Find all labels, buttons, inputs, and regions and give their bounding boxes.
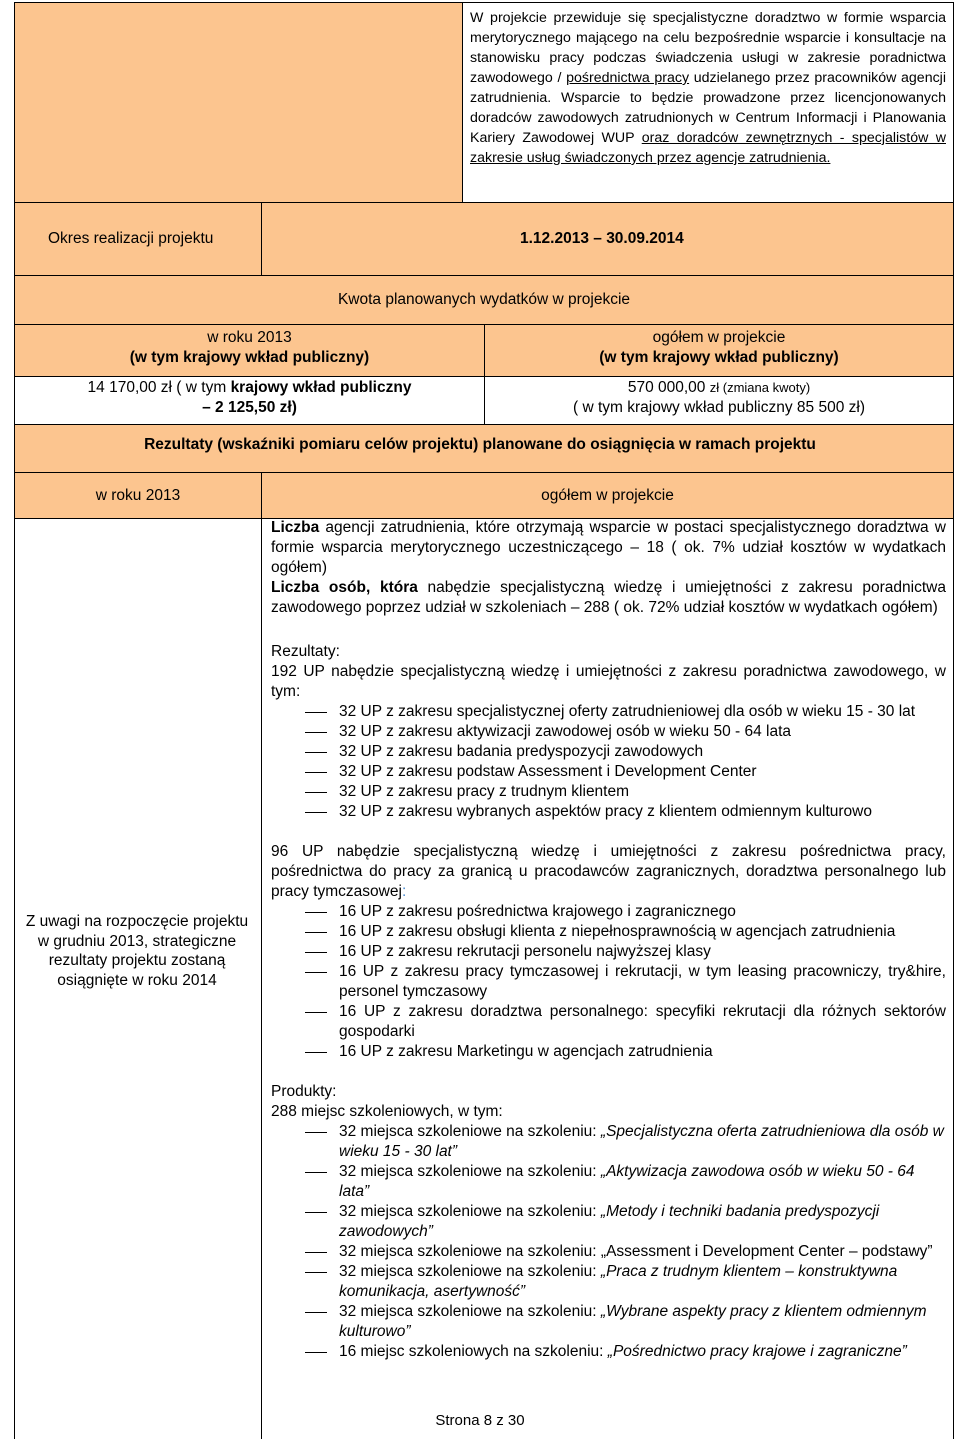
group2-list	[271, 902, 946, 1062]
results-left-note: Z uwagi na rozpoczęcie projektu w grudniu 2013, strategiczne rezultaty projektu zostaną osiągnięte w roku 2014	[25, 913, 249, 989]
list-item: 32 miejsca szkoleniowe na szkoleniu: „Praca z trudnym klientem – konstruktywna komunikacja, asertywność”	[271, 1262, 946, 1302]
indicator-1: Liczba agencji zatrudnienia, które otrzymają wsparcie w postaci specjalistycznego doradztwa w formie wsparcia merytorycznego uczestniczącego – 18 ( ok. 7% udział kosztów w wydatkach ogółem)	[271, 519, 946, 576]
list-item: 16 UP z zakresu pośrednictwa krajowego i zagranicznego	[271, 902, 946, 922]
list-item: 16 UP z zakresu rekrutacji personelu najwyższej klasy	[271, 942, 946, 962]
list-item: 32 miejsca szkoleniowe na szkoleniu: „Wybrane aspekty pracy z klientem odmiennym kulturowo”	[271, 1302, 946, 1342]
expenses-year-value: 14 170,00 zł ( w tym krajowy wkład publiczny – 2 125,50 zł)	[87, 379, 412, 416]
expenses-title: Kwota planowanych wydatków w projekcie	[337, 291, 631, 308]
indicator-2: Liczba osób, która nabędzie specjalistyczną wiedzę i umiejętności z zakresu poradnictwa zawodowego poprzez udział w szkoleniach – 288 ( ok. 72% udział kosztów w wydatkach ogółem)	[271, 579, 946, 616]
list-item: 32 UP z zakresu pracy z trudnym klientem	[271, 782, 946, 802]
expenses-total-value: 570 000,00 zł (zmiana kwoty) ( w tym krajowy wkład publiczny 85 500 zł)	[572, 379, 866, 416]
group1-list	[271, 702, 946, 822]
group3-list	[271, 1122, 946, 1362]
results-title: Rezultaty (wskaźniki pomiaru celów projektu) planowane do osiągnięcia w ramach projektu	[144, 436, 816, 453]
list-item: 16 UP z zakresu obsługi klienta z niepełnosprawnością w agencjach zatrudnienia	[271, 922, 946, 942]
list-item: 32 miejsca szkoleniowe na szkoleniu: „Assessment i Development Center – podstawy”	[271, 1242, 946, 1262]
list-item: 16 UP z zakresu Marketingu w agencjach zatrudnienia	[271, 1042, 946, 1062]
list-item: 32 UP z zakresu specjalistycznej oferty zatrudnieniowej dla osób w wieku 15 - 30 lat	[271, 702, 946, 722]
group3-intro: 288 miejsc szkoleniowych, w tym:	[271, 1103, 503, 1120]
list-item: 32 miejsca szkoleniowe na szkoleniu: „Aktywizacja zawodowa osób w wieku 50 - 64 lata”	[271, 1162, 946, 1202]
page-number: Strona 8 z 30	[435, 1412, 525, 1429]
group2-intro: 96 UP nabędzie specjalistyczną wiedzę i umiejętności z zakresu pośrednictwa pracy, pośrednictwa do pracy za granicą u pracodawców zagranicznych, doradztwa personalnego lub pracy tymczasowej:	[271, 843, 946, 900]
period-value: 1.12.2013 – 30.09.2014	[520, 230, 684, 247]
list-item: 16 UP z zakresu doradztwa personalnego: specyfiki rekrutacji dla różnych sektorów gospodarki	[271, 1002, 946, 1042]
expenses-year-header: w roku 2013 (w tym krajowy wkład publiczny)	[129, 329, 370, 366]
list-item: 32 miejsca szkoleniowe na szkoleniu: „Specjalistyczna oferta zatrudnieniowa dla osób w wieku 15 - 30 lat”	[271, 1122, 946, 1162]
list-item: 32 miejsca szkoleniowe na szkoleniu: „Metody i techniki badania predyspozycji zawodowych”	[271, 1202, 946, 1242]
top-left-orange-cell	[14, 2, 463, 203]
list-item: 16 miejsc szkoleniowych na szkoleniu: „Pośrednictwo pracy krajowe i zagraniczne”	[271, 1342, 946, 1362]
period-label: Okres realizacji projektu	[48, 230, 214, 247]
rezultaty-label: Rezultaty:	[271, 643, 340, 660]
expenses-total-header: ogółem w projekcie (w tym krajowy wkład publiczny)	[599, 329, 839, 366]
results-col-total: ogółem w projekcie	[541, 487, 674, 504]
list-item: 32 UP z zakresu podstaw Assessment i Development Center	[271, 762, 946, 782]
results-col-year: w roku 2013	[95, 487, 181, 504]
list-item: 16 UP z zakresu pracy tymczasowej i rekrutacji, w tym leasing pracowniczy, try&hire, personel tymczasowy	[271, 962, 946, 1002]
project-description: W projekcie przewiduje się specjalistyczne doradztwo w formie wsparcia merytorycznego mającego na celu bezpośrednie wsparcie i konsultacje na stanowisku pracy podczas świadczenia usługi w zakresie poradnictwa zawodowego / pośrednictwa pracy udzielanego przez pracowników agencji zatrudnienia. Wsparcie to będzie prowadzone przez licencjonowanych doradców zawodowych zatrudnionych w Centrum Informacji i Planowania Kariery Zawodowej WUP oraz doradców zewnętrznych - specjalistów w zakresie usług świadczonych przez agencje zatrudnienia.	[470, 10, 946, 166]
list-item: 32 UP z zakresu wybranych aspektów pracy z klientem odmiennym kulturowo	[271, 802, 946, 822]
list-item: 32 UP z zakresu aktywizacji zawodowej osób w wieku 50 - 64 lata	[271, 722, 946, 742]
group1-intro: 192 UP nabędzie specjalistyczną wiedzę i umiejętności z zakresu poradnictwa zawodowego, w tym:	[271, 663, 946, 700]
produkty-label: Produkty:	[271, 1083, 337, 1100]
results-content	[271, 518, 946, 1362]
list-item: 32 UP z zakresu badania predyspozycji zawodowych	[271, 742, 946, 762]
